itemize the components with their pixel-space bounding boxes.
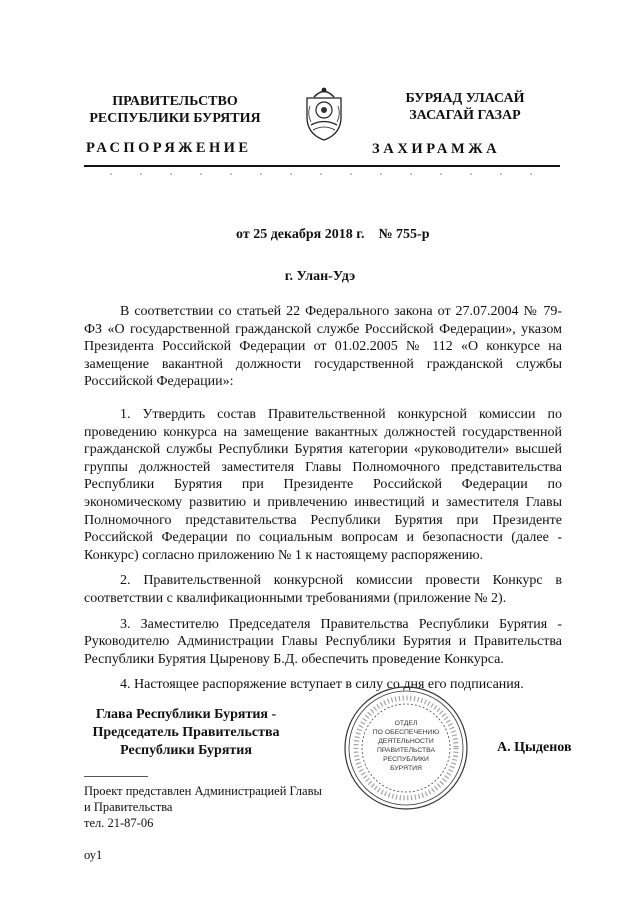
header-divider <box>84 165 560 167</box>
signatory-title-line-1: Глава Республики Бурятия - <box>95 707 277 722</box>
header-left-line-1: ПРАВИТЕЛЬСТВО <box>112 94 238 109</box>
footnote-line-1: Проект представлен Администрацией Главы <box>84 784 322 798</box>
doc-type-right: ЗАХИРАМЖА <box>372 141 501 157</box>
header-left-line-2: РЕСПУБЛИКИ БУРЯТИЯ <box>89 111 261 126</box>
footnote-divider <box>84 776 148 777</box>
signatory-title <box>86 706 286 760</box>
coat-of-arms-icon <box>302 84 346 142</box>
order-date: от 25 декабря 2018 г. <box>236 227 365 242</box>
footnote-line-2: и Правительства <box>84 800 173 814</box>
preamble-paragraph: В соответствии со статьей 22 Федерального закона от 27.07.2004 № 79-ФЗ «О государственной гражданской службе Российской Федерации», указом Президента Российской Федерации от 01.02.2005 № 112 «О конкурсе на замещение вакантной должности государственной гражданской службы Российской Федерации»: <box>84 304 562 390</box>
stamp-line-3: ДЕЯТЕЛЬНОСТИ <box>378 738 434 745</box>
official-stamp <box>342 684 470 812</box>
item-2-paragraph: 2. Правительственной конкурсной комиссии провести Конкурс в соответствии с квалификационными требованиями (приложение № 2). <box>84 573 562 606</box>
signatory-name: А. Цыденов <box>497 740 572 755</box>
stamp-line-6: БУРЯТИЯ <box>390 765 422 772</box>
stamp-line-1: ОТДЕЛ <box>394 720 418 727</box>
stamp-line-4: ПРАВИТЕЛЬСТВА <box>376 747 436 754</box>
header-right-line-1: БУРЯАД УЛАСАЙ <box>405 91 525 106</box>
document-code: оу1 <box>84 848 103 862</box>
doc-type-left: РАСПОРЯЖЕНИЕ <box>86 140 252 156</box>
item-3-paragraph: 3. Заместителю Председателя Правительства Республики Бурятия - Руководителю Администрации Главы Республики Бурятия и Правительства Республики Бурятия Цыренову Б.Д. обеспечить проведение Конкурса. <box>84 616 562 667</box>
signatory-title-line-3: Республики Бурятия <box>120 743 252 758</box>
header-right <box>370 90 560 124</box>
item-4-paragraph: 4. Настоящее распоряжение вступает в силу со дня его подписания. <box>120 677 524 693</box>
item-1-paragraph: 1. Утвердить состав Правительственной конкурсной комиссии по проведению конкурса на замещение вакантных должностей государственной гражданской службы Республики Бурятия категории «руководители» высшей группы должностей заместителя Главы Полномочного представительства Республики Бурятия при Президенте Российской Федерации по экономическому развитию и привлечению инвестиций и заместителя Главы Полномочного представительства Республики Бурятия при Президенте Российской Федерации по социальным вопросам и безопасности (далее - Конкурс) согласно приложению № 1 к настоящему распоряжению. <box>84 406 562 563</box>
order-number: № 755-р <box>378 227 430 242</box>
header-dotted-divider <box>84 172 560 176</box>
header-left <box>70 93 280 127</box>
order-city: г. Улан-Удэ <box>284 269 356 284</box>
header-right-line-2: ЗАСАГАЙ ГАЗАР <box>409 108 521 123</box>
order-body <box>84 303 562 694</box>
order-date-line <box>236 227 430 243</box>
footnote <box>84 783 354 831</box>
signatory-title-line-2: Председатель Правительства <box>92 725 280 740</box>
stamp-line-2: ПО ОБЕСПЕЧЕНИЮ <box>372 729 440 736</box>
footnote-line-3: тел. 21-87-06 <box>84 816 154 830</box>
stamp-line-5: РЕСПУБЛИКИ <box>383 756 429 763</box>
